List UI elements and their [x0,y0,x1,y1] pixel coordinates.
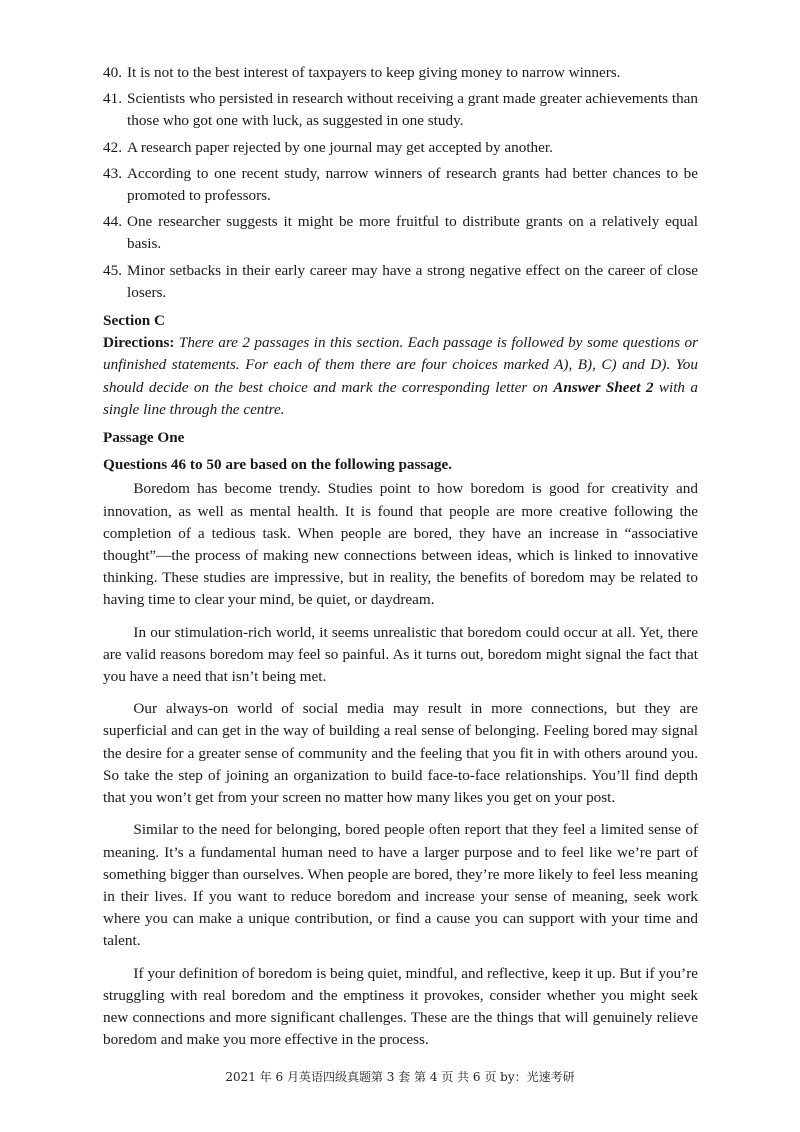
statement-text: According to one recent study, narrow winners of research grants had better chances to be promoted to professors. [127,164,698,205]
answer-sheet-label: Answer Sheet 2 [553,378,654,396]
statement-number: 42. [103,138,122,156]
statement-item [103,62,698,84]
exam-page [103,62,698,1061]
statement-item [103,137,698,159]
passage-title: Passage One [103,429,185,447]
statement-number: 40. [103,64,122,81]
passage-paragraph: Boredom has become trendy. Studies point to how boredom is good for creativity and innovation, as well as mental health. It is found that people are more creative following the completion of a tedious task. When people are bored, they have an increase in “associative thought”—the process of making new connections between ideas, which is linked to innovative thinking. These studies are impressive, but in reality, the benefits of boredom may be related to having time to clear your mind, be quiet, or daydream. [103,480,698,609]
directions-label: Directions: [103,334,175,352]
passage-paragraph: Similar to the need for belonging, bored people often report that they feel a limited sense of meaning. It’s a fundamental human need to have a larger purpose and to feel like we’re part of something bigger than ourselves. When people are bored, they’re more likely to feel less meaning in their lives. If you want to reduce boredom and increase your sense of meaning, seek work where you can make a unique contribution, or find a cause you can support with your time and talent. [103,821,698,950]
statement-text: A research paper rejected by one journal may get accepted by another. [127,138,553,156]
directions-end: with a single line through the centre. [103,378,698,418]
passage-paragraph: Our always-on world of social media may result in more connections, but they are superficial and can get in the way of building a real sense of belonging. Feeling bored may signal the desire for a greater sense of community and the feeling that you fit in with others around you. So take the step of joining an organization to build face-to-face relationships. You’ll find depth that you won’t get from your screen no matter how many likes you get on your post. [103,700,698,807]
statement-list [103,62,698,304]
passage-body [103,478,698,1051]
directions-text: There are 2 passages in this section. Each passage is followed by some questions or unfinished statements. For each of them there are four choices marked A), B), C) and D). You should decide on the best choice and mark the corresponding letter on [103,334,698,396]
statement-text: Minor setbacks in their early career may have a strong negative effect on the career of close losers. [127,261,698,301]
passage-paragraph: In our stimulation-rich world, it seems unrealistic that boredom could occur at all. Yet, there are valid reasons boredom may feel so painful. As it turns out, boredom might signal the fact that you have a need that isn’t being met. [103,623,698,686]
section-title: Section C [103,312,166,330]
questions-note: Questions 46 to 50 are based on the following passage. [103,456,453,474]
statement-item [103,163,698,207]
statement-item [103,260,698,304]
statement-number: 45. [103,261,122,279]
statement-text: One researcher suggests it might be more fruitful to distribute grants on a relatively equal basis. [127,213,698,253]
statement-item [103,88,698,132]
statement-number: 43. [103,164,122,182]
statement-text: Scientists who persisted in research without receiving a grant made greater achievements than those who got one with luck, as suggested in one study. [127,90,699,130]
statement-item [103,211,698,255]
directions [103,332,698,421]
passage-paragraph: If your definition of boredom is being quiet, mindful, and reflective, keep it up. But if you’re struggling with real boredom and the emptiness it provokes, consider whether you might seek new connections and more significant challenges. These are the things that will genuinely relieve boredom and make you more effective in the process. [103,964,698,1049]
statement-number: 44. [103,213,122,231]
page-footer: 2021 年 6 月英语四级真题第 3 套 第 4 页 共 6 页 by：光速考研 [225,1070,575,1084]
statement-text: It is not to the best interest of taxpayers to keep giving money to narrow winners. [127,64,621,81]
statement-number: 41. [103,90,122,108]
